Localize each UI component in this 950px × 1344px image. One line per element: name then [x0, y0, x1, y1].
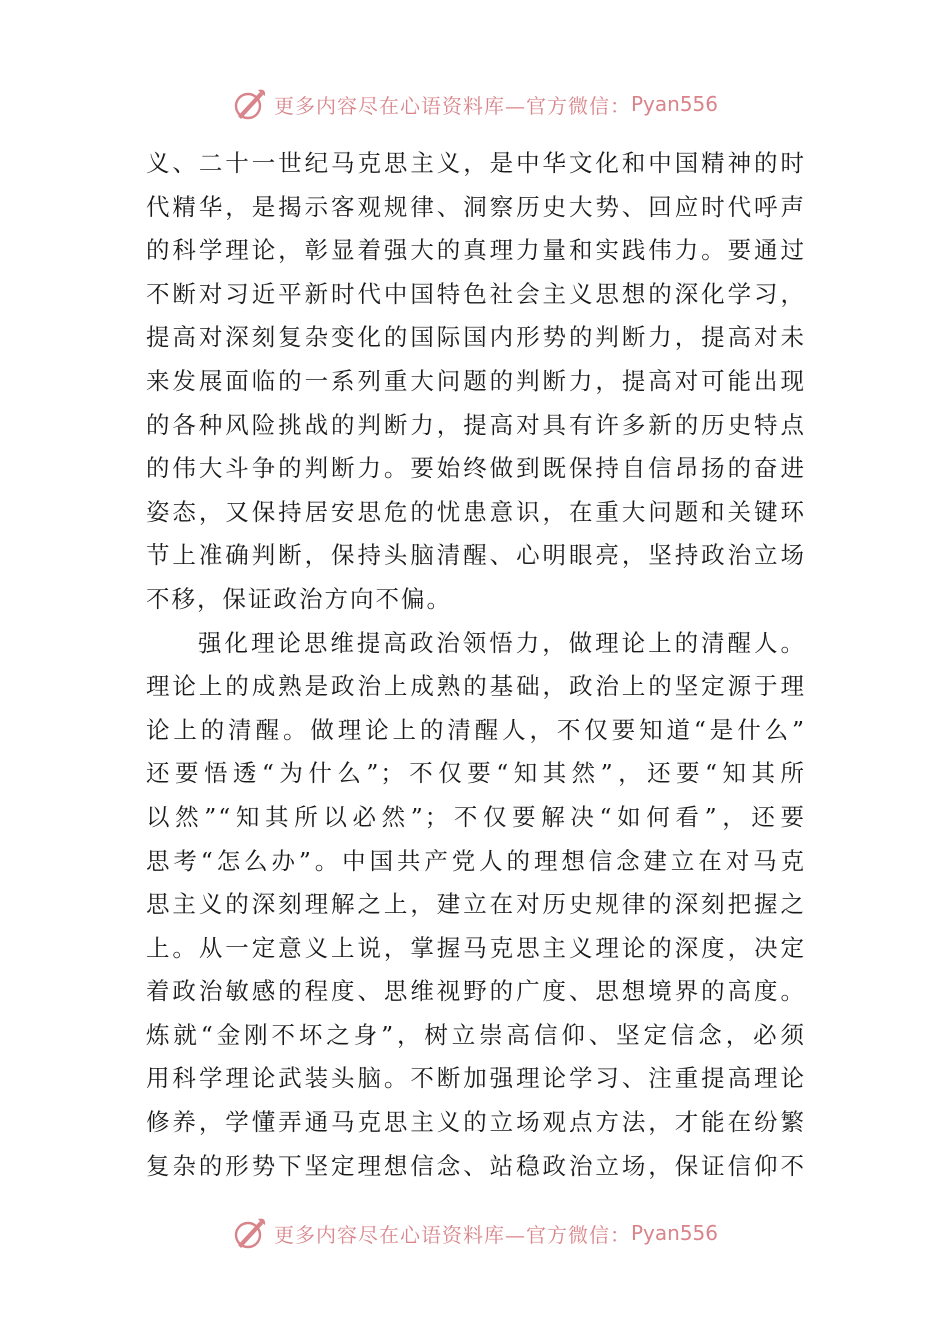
text-line: 上。从一定意义上说，掌握马克思主义理论的深度，决定	[146, 933, 806, 962]
text-line: 炼就“金刚不坏之身”，树立崇高信仰、坚定信念，必须	[146, 1020, 806, 1049]
text-line: 理论上的成熟是政治上成熟的基础，政治上的坚定源于理	[146, 672, 806, 701]
text-line: 不移，保证政治方向不偏。	[146, 584, 452, 613]
text-line: 节上准确判断，保持头脑清醒、心明眼亮，坚持政治立场	[146, 541, 806, 570]
text-line: 提高对深刻复杂变化的国际国内形势的判断力，提高对未	[146, 323, 806, 352]
text-line: 修养，学懂弄通马克思主义的立场观点方法，才能在纷繁	[146, 1108, 806, 1137]
text-line: 复杂的形势下坚定理想信念、站稳政治立场，保证信仰不	[146, 1151, 806, 1180]
text-line: 的各种风险挑战的判断力，提高对具有许多新的历史特点	[146, 410, 806, 439]
text-line: 姿态，又保持居安思危的忧患意识，在重大问题和关键环	[146, 497, 806, 526]
text-line: 的科学理论，彰显着强大的真理力量和实践伟力。要通过	[146, 236, 806, 265]
document-body	[146, 142, 806, 1188]
text-line: 来发展面临的一系列重大问题的判断力，提高对可能出现	[146, 366, 806, 395]
header-watermark	[0, 84, 950, 124]
text-line: 思主义的深刻理解之上，建立在对历史规律的深刻把握之	[146, 890, 806, 919]
quill-pen-logo-icon	[232, 86, 268, 122]
text-line: 强化理论思维提高政治领悟力，做理论上的清醒人。	[198, 628, 806, 657]
watermark-code: Pyan556	[630, 1221, 718, 1245]
quill-pen-logo-icon	[232, 1215, 268, 1251]
text-line: 论上的清醒。做理论上的清醒人，不仅要知道“是什么”	[146, 715, 806, 744]
watermark-code: Pyan556	[630, 92, 718, 116]
watermark-text: 更多内容尽在心语资料库—官方微信：	[273, 1222, 631, 1247]
text-line: 不断对习近平新时代中国特色社会主义思想的深化学习，	[146, 279, 806, 308]
text-line: 着政治敏感的程度、思维视野的广度、思想境界的高度。	[146, 977, 806, 1006]
text-line: 的伟大斗争的判断力。要始终做到既保持自信昂扬的奋进	[146, 454, 806, 483]
text-line: 用科学理论武装头脑。不断加强理论学习、注重提高理论	[146, 1064, 806, 1093]
watermark-text: 更多内容尽在心语资料库—官方微信：	[273, 93, 631, 118]
text-line: 思考“怎么办”。中国共产党人的理想信念建立在对马克	[146, 846, 806, 875]
footer-watermark	[0, 1213, 950, 1253]
text-line: 代精华，是揭示客观规律、洞察历史大势、回应时代呼声	[146, 192, 806, 221]
text-line: 以然”“知其所以必然”；不仅要解决“如何看”，还要	[146, 802, 806, 831]
text-line: 还要悟透“为什么”；不仅要“知其然”，还要“知其所	[146, 759, 806, 788]
text-line: 义、二十一世纪马克思主义，是中华文化和中国精神的时	[146, 149, 806, 177]
